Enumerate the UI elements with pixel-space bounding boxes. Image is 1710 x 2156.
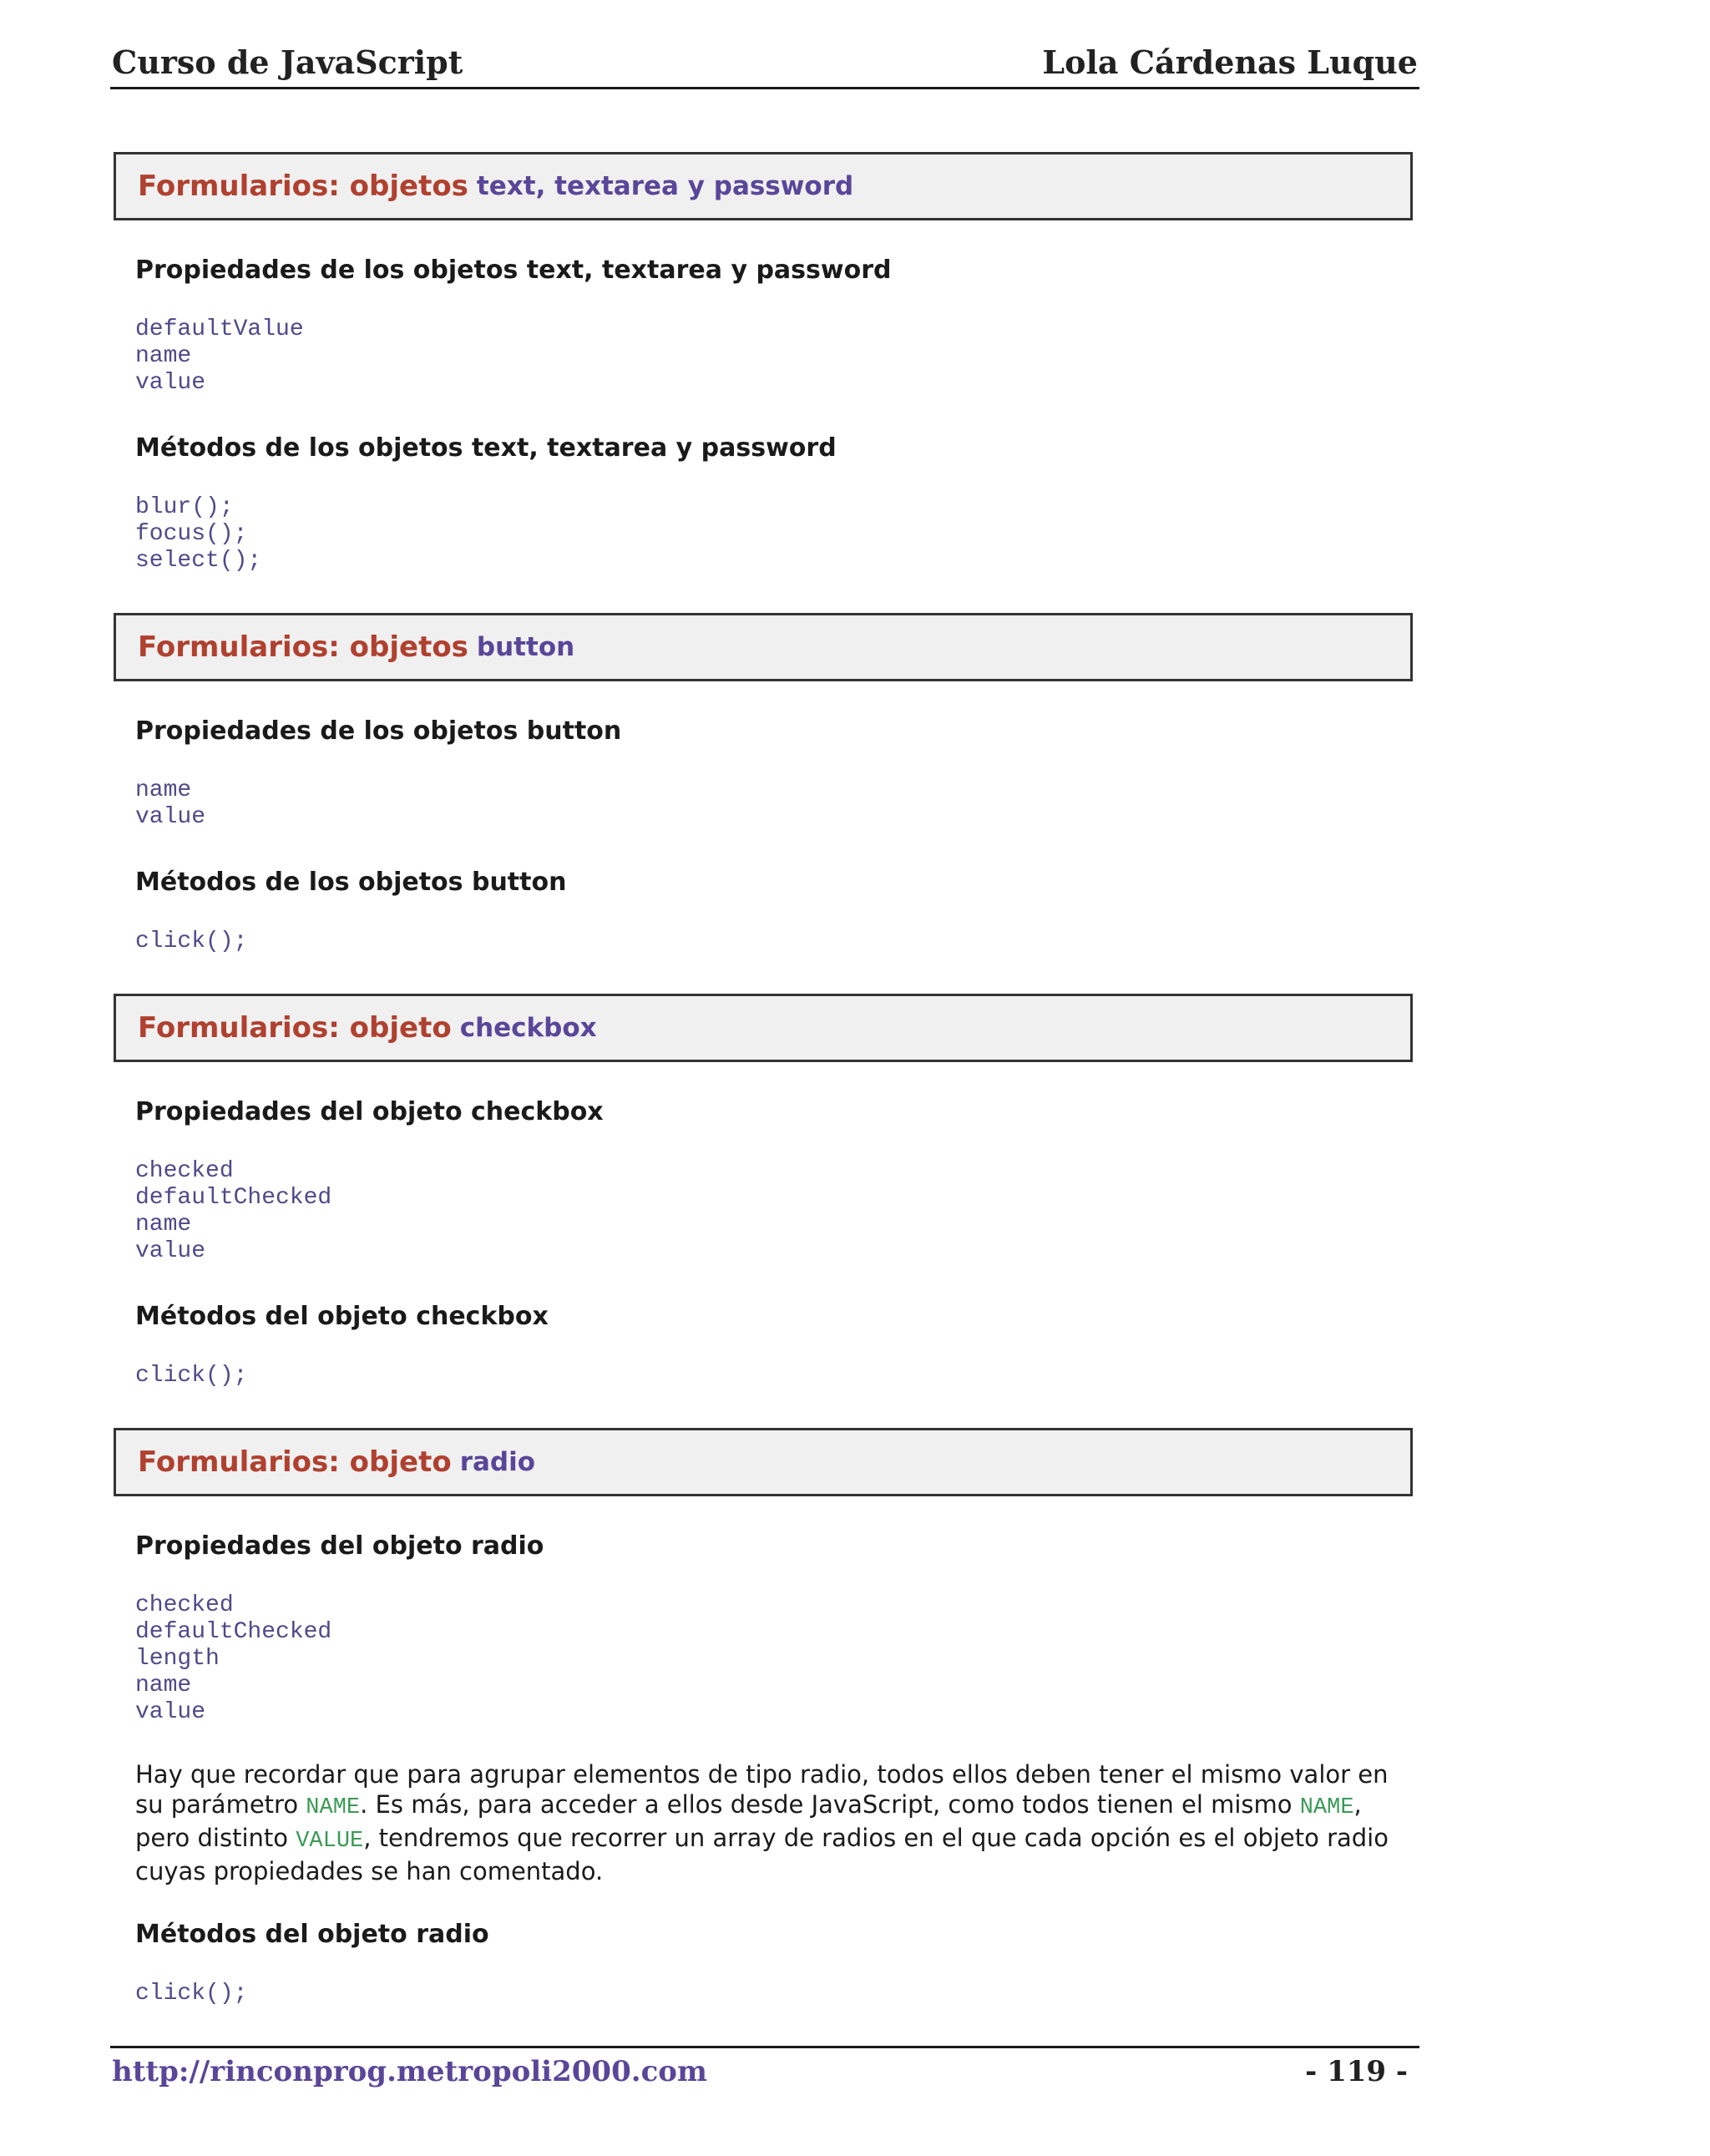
header-course-title: Curso de JavaScript	[112, 43, 463, 81]
property-item: checked	[135, 1158, 234, 1184]
section-title-prefix: Formularios: objetos	[138, 630, 468, 664]
section-title-radio	[114, 1428, 1413, 1496]
method-item: click();	[135, 1363, 248, 1389]
property-item: length	[135, 1646, 220, 1672]
method-item: blur();	[135, 494, 234, 520]
property-item: value	[135, 804, 206, 830]
property-item: checked	[135, 1592, 234, 1618]
methods-list	[135, 1981, 1413, 2007]
section-title-prefix: Formularios: objeto	[138, 1445, 452, 1479]
method-item: click();	[135, 929, 248, 954]
methods-list	[135, 929, 1413, 955]
section-title-prefix: Formularios: objeto	[138, 1011, 452, 1045]
keyword-name: NAME	[306, 1795, 361, 1820]
section-title-checkbox	[114, 994, 1413, 1062]
section-title-prefix: Formularios: objetos	[138, 170, 468, 203]
property-item: name	[135, 777, 192, 803]
method-item: select();	[135, 548, 262, 574]
page-footer	[110, 2046, 1419, 2098]
footer-url: http://rinconprog.metropoli2000.com	[112, 2055, 707, 2088]
section-title-object: button	[476, 632, 575, 662]
methods-heading: Métodos de los objetos text, textarea y password	[135, 433, 837, 463]
page-content	[114, 152, 1413, 2007]
property-item: defaultValue	[135, 316, 304, 342]
property-item: value	[135, 1699, 206, 1725]
section-title-object: radio	[459, 1447, 536, 1477]
properties-heading: Propiedades de los objetos text, textarea y password	[135, 256, 892, 285]
methods-list	[135, 1363, 1413, 1389]
method-item: focus();	[135, 521, 248, 547]
methods-heading: Métodos del objeto radio	[135, 1920, 489, 1949]
methods-heading: Métodos del objeto checkbox	[135, 1302, 549, 1331]
note-text: Hay que recordar que para agrupar elementos de tipo radio, todos ellos deben tener el mismo valor en su parámetro	[135, 1760, 1389, 1819]
property-item: value	[135, 370, 206, 396]
page-header	[110, 40, 1419, 89]
property-item: name	[135, 1212, 192, 1237]
properties-heading: Propiedades del objeto checkbox	[135, 1097, 604, 1126]
note-text: , pero distinto	[135, 1790, 1362, 1852]
property-item: defaultChecked	[135, 1185, 332, 1211]
methods-heading: Métodos de los objetos button	[135, 868, 567, 897]
keyword-name: NAME	[1299, 1795, 1354, 1820]
properties-list	[135, 1158, 1413, 1265]
property-item: defaultChecked	[135, 1619, 332, 1645]
properties-list	[135, 316, 1413, 397]
header-author: Lola Cárdenas Luque	[1042, 43, 1418, 81]
method-item: click();	[135, 1981, 248, 2007]
radio-note-paragraph	[135, 1759, 1404, 1886]
section-title-object: text, textarea y password	[476, 171, 854, 201]
section-title-button	[114, 613, 1413, 681]
page-number: - 119 -	[1305, 2055, 1408, 2088]
properties-list	[135, 1592, 1413, 1726]
properties-list	[135, 777, 1413, 831]
section-title-object: checkbox	[459, 1013, 597, 1043]
property-item: value	[135, 1238, 206, 1264]
note-text: . Es más, para acceder a ellos desde JavaScript, como todos tienen el mismo	[360, 1790, 1300, 1819]
properties-heading: Propiedades de los objetos button	[135, 716, 622, 746]
methods-list	[135, 494, 1413, 574]
note-text: , tendremos que recorrer un array de radios en el que cada opción es el objeto radio cuyas propiedades se han comentado.	[135, 1824, 1389, 1885]
properties-heading: Propiedades del objeto radio	[135, 1531, 544, 1561]
property-item: name	[135, 1673, 192, 1698]
keyword-value: VALUE	[296, 1829, 364, 1854]
property-item: name	[135, 343, 192, 369]
section-title-text-textarea-password	[114, 152, 1413, 220]
